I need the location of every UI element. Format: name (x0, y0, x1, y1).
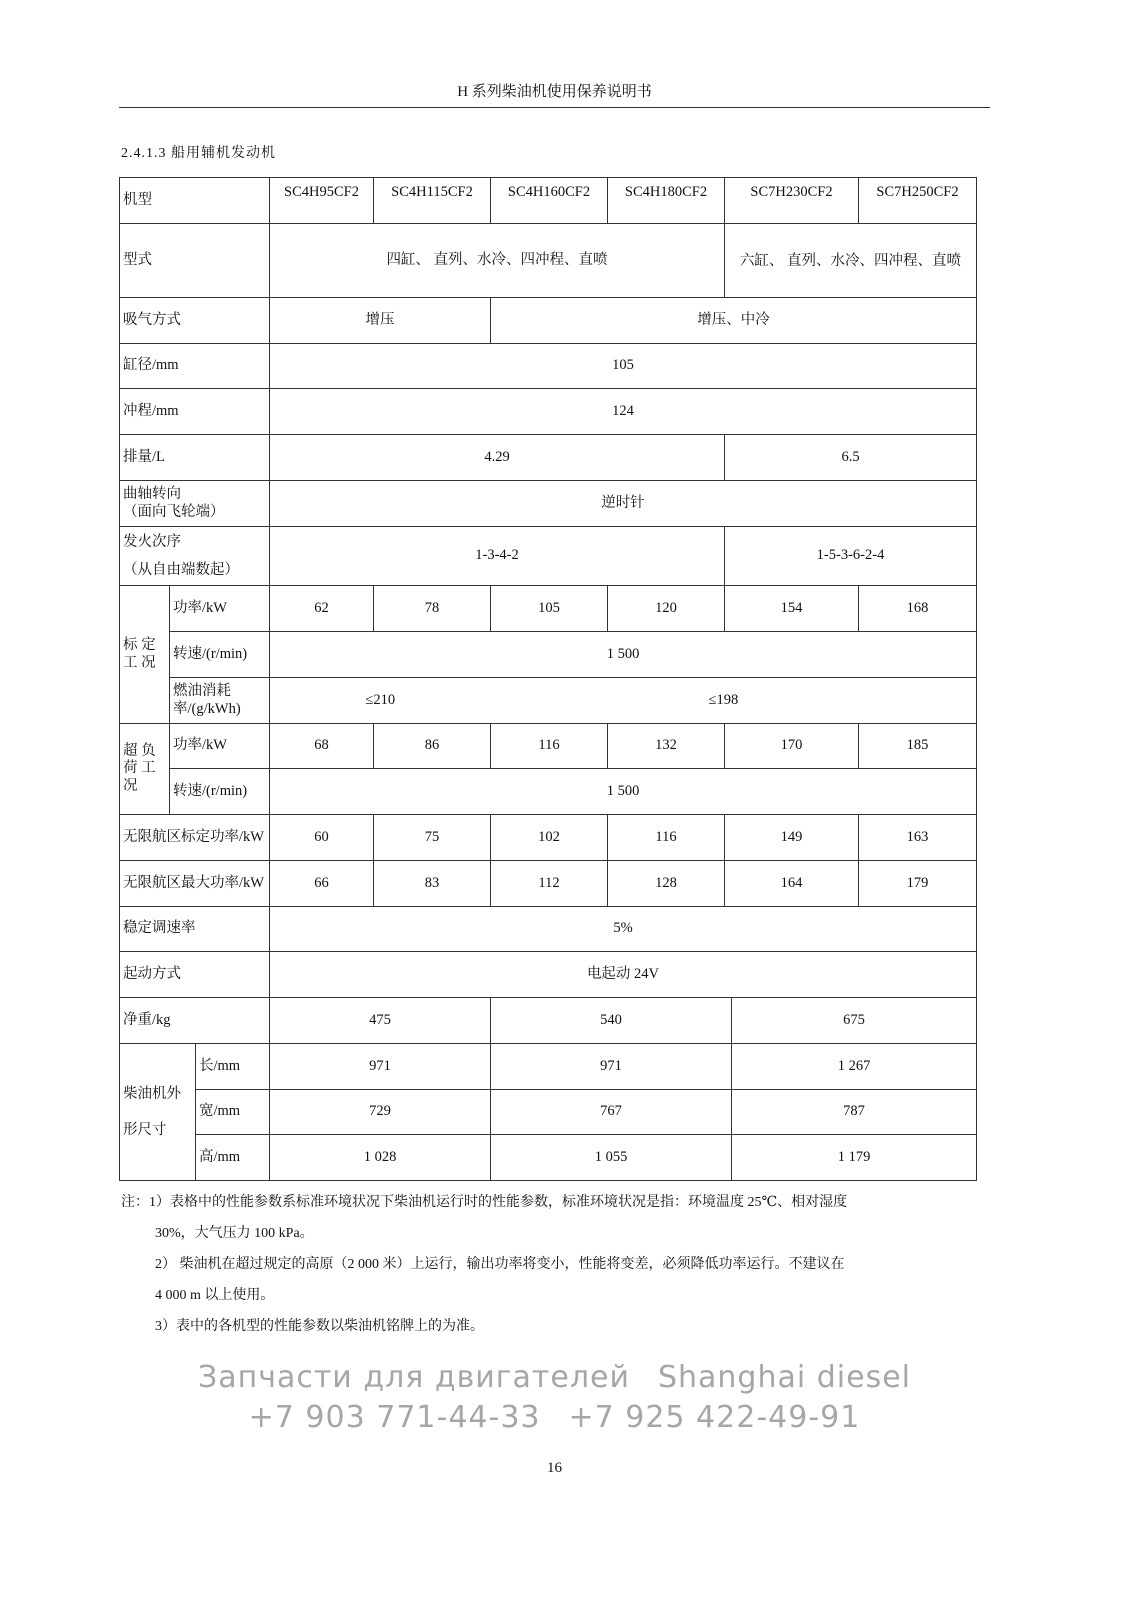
row-rotation: 曲轴转向 （面向飞轮端） 逆时针 (120, 481, 977, 527)
row-model: 机型 SC4H95CF2 SC4H115CF2 SC4H160CF2 SC4H180CF2 SC7H230CF2 SC7H250CF2 (120, 178, 977, 224)
spec-table (119, 177, 977, 1181)
row-overload-speed: 转速/(r/min) 1 500 (120, 769, 977, 815)
row-firing: 发火次序 （从自由端数起） 1-3-4-2 1-5-3-6-2-4 (120, 527, 977, 586)
note-3: 3）表中的各机型的性能参数以柴油机铭牌上的为准。 (155, 1319, 484, 1334)
note-1: 注：1）表格中的性能参数系标准环境状况下柴油机运行时的性能参数，标准环境状况是指：环境温度 25℃、相对湿度 (121, 1195, 848, 1210)
row-rated-power: 标 定 工 况 功率/kW 62 78 105 120 154 168 (120, 586, 977, 632)
row-overload-power: 超 负 荷 工 况 功率/kW 68 86 116 132 170 185 (120, 724, 977, 769)
watermark: Запчасти для двигателей Shanghai diesel +7 903 771-44-33 +7 925 422-49-91 (197, 1360, 911, 1435)
row-rated-speed: 转速/(r/min) 1 500 (120, 632, 977, 678)
page-body (119, 177, 990, 1477)
row-intake: 吸气方式 增压 增压、中冷 (120, 298, 977, 344)
row-length: 柴油机外形尺寸 长/mm 971 971 1 267 (120, 1044, 977, 1090)
page-number: 16 (547, 1460, 562, 1476)
row-displacement: 排量/L 4.29 6.5 (120, 435, 977, 481)
row-width: 宽/mm 729 767 787 (120, 1090, 977, 1135)
row-type: 型式 四缸、 直列、水冷、四冲程、直喷 六缸、 直列、水冷、四冲程、直喷 (120, 224, 977, 298)
row-governor: 稳定调速率 5% (120, 907, 977, 952)
row-height: 高/mm 1 028 1 055 1 179 (120, 1135, 977, 1181)
section-title: 2.4.1.3 船用辅机发动机 (121, 146, 276, 161)
page-header: H 系列柴油机使用保养说明书 (119, 80, 990, 108)
row-weight: 净重/kg 475 540 675 (120, 998, 977, 1044)
row-unlimited-rated: 无限航区标定功率/kW 60 75 102 116 149 163 (120, 815, 977, 861)
note-2: 2） 柴油机在超过规定的高原（2 000 米）上运行，输出功率将变小，性能将变差，必须降低功率运行。不建议在 (155, 1257, 845, 1272)
row-bore: 缸径/mm 105 (120, 344, 977, 389)
row-fuel: 燃油消耗率/(g/kWh) ≤210 ≤198 (120, 678, 977, 724)
notes: 注：1）表格中的性能参数系标准环境状况下柴油机运行时的性能参数，标准环境状况是指：环境温度 25℃、相对湿度 30%，大气压力 100 kPa。 2） 柴油机在超过规定的高原（2 000 米）上运行，输出功率将变小，性能将变差，必须降低功率运行。不建议在 4 000 m 以上使用。 3）表中的各机型的性能参数以柴油机铭牌上的为准。 (119, 1187, 991, 1342)
row-stroke: 冲程/mm 124 (120, 389, 977, 435)
row-start: 起动方式 电起动 24V (120, 952, 977, 998)
row-unlimited-max: 无限航区最大功率/kW 66 83 112 128 164 179 (120, 861, 977, 907)
